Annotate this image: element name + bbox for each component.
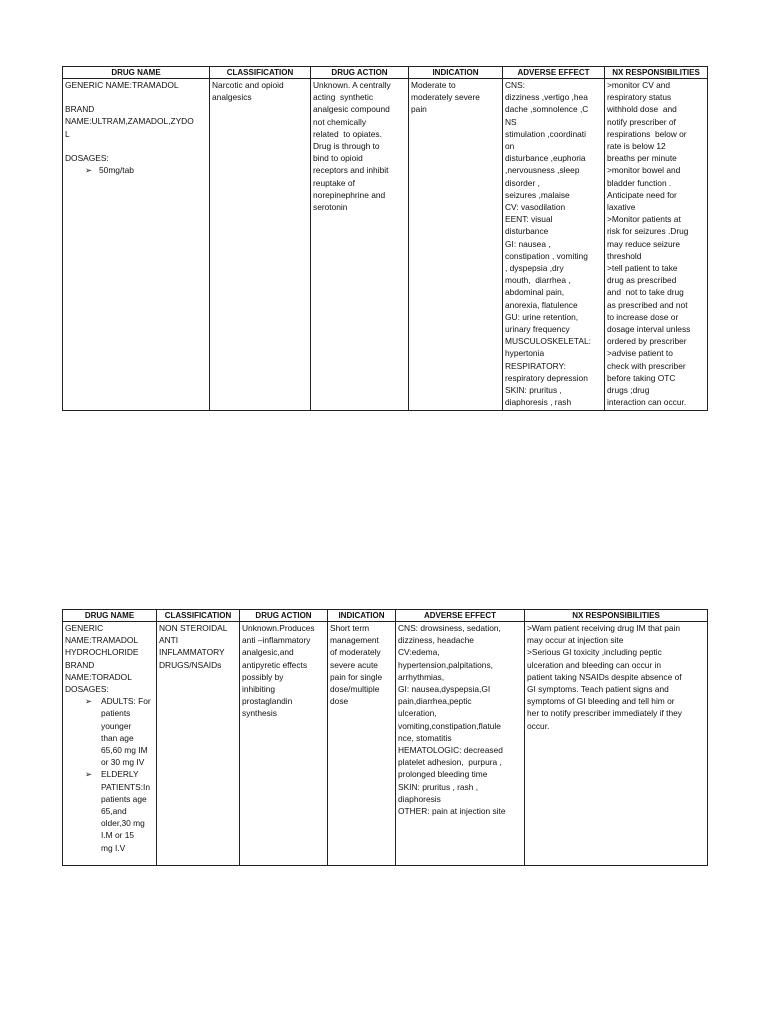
adverse-effect-line: abdominal pain,: [505, 287, 565, 298]
adverse-effect-line: , dyspepsia ,dry: [505, 263, 564, 274]
drug-action-line: possibly by: [242, 671, 284, 682]
nx-responsibility-line: her to notify prescriber immediately if they: [527, 708, 682, 719]
adverse-effect-line: on: [505, 141, 515, 152]
header-nx-responsibilities: NX RESPONSIBILITIES: [605, 67, 708, 79]
nx-responsibility-line: withhold dose and: [607, 104, 677, 115]
drug-action-line: analgesic compound: [313, 104, 390, 115]
dosage-bullet: [65, 768, 154, 853]
drug-table-tramadol: [62, 66, 708, 411]
adverse-effect-line: constipation , vomiting: [505, 250, 588, 261]
dosage-text: ELDERLY: [101, 769, 139, 780]
adverse-effect-line: CNS: drowsiness, sedation,: [398, 623, 501, 633]
adverse-effect-line: SKIN: pruritus , rash ,: [398, 781, 479, 792]
drug-action-line: antipyretic effects: [242, 659, 308, 670]
adverse-effect-line: GU: urine retention,: [505, 311, 579, 322]
adverse-effect-line: SKIN: pruritus ,: [505, 385, 562, 396]
nx-responsibility-line: bladder function .: [607, 177, 672, 188]
drug-name-line: DOSAGES:: [65, 152, 109, 163]
classification-line: analgesics: [212, 92, 252, 103]
nx-responsibility-line: symptoms of GI bleeding and tell him or: [527, 696, 675, 707]
arrow-bullet-icon: ➢: [85, 769, 93, 780]
nx-responsibility-line: risk for seizures .Drug: [607, 226, 689, 237]
adverse-effect-line: hypertonia: [505, 348, 545, 359]
cell-classification: [157, 622, 240, 866]
nx-responsibility-line: Anticipate need for: [607, 189, 677, 200]
drug-name-line: BRAND: [65, 104, 95, 115]
drug-action-line: acting synthetic: [313, 92, 374, 103]
header-adverse-effect: ADVERSE EFFECT: [503, 67, 605, 79]
cell-indication: [328, 622, 396, 866]
nx-responsibility-line: laxative: [607, 202, 636, 213]
adverse-effect-line: CV:edema,: [398, 647, 440, 658]
cell-drug-name: [63, 79, 210, 411]
drug-action-line: inhibiting: [242, 684, 276, 695]
cell-indication: [409, 79, 503, 411]
indication-line: pain: [411, 104, 427, 115]
adverse-effect-line: respiratory depression: [505, 372, 588, 383]
adverse-effect-line: ulceration,: [398, 708, 437, 719]
dosage-bullet: [65, 164, 207, 176]
indication-line: Moderate to: [411, 80, 456, 90]
drug-action-line: Unknown. A centrally: [313, 80, 391, 90]
arrow-bullet-icon: ➢: [85, 696, 93, 707]
drug-action-line: Unknown.Produces: [242, 623, 315, 633]
nx-responsibility-line: to increase dose or: [607, 311, 679, 322]
dosage-text: 65,60 mg IM: [101, 745, 148, 756]
classification-line: NON STEROIDAL: [159, 623, 228, 633]
nx-responsibility-line: occur.: [527, 720, 550, 731]
drug-action-line: bind to opioid: [313, 153, 363, 164]
drug-action-line: not chemically: [313, 116, 367, 127]
adverse-effect-line: OTHER: pain at injection site: [398, 806, 506, 817]
nx-responsibility-line: rate is below 12: [607, 141, 666, 152]
drug-action-line: norepinephrine and: [313, 189, 386, 200]
nx-responsibility-line: respirations below or: [607, 128, 687, 139]
adverse-effect-line: anorexia, flatulence: [505, 299, 578, 310]
indication-line: moderately severe: [411, 92, 480, 103]
cell-nx-responsibilities: [525, 622, 708, 866]
drug-action-line: receptors and inhibit: [313, 165, 389, 176]
drug-name-line: GENERIC NAME:TRAMADOL: [65, 80, 179, 90]
nx-responsibility-line: may reduce seizure: [607, 238, 681, 249]
drug-name-line: NAME:TORADOL: [65, 671, 132, 682]
nx-responsibility-line: breaths per minute: [607, 153, 677, 164]
nx-responsibility-line: threshold: [607, 250, 642, 261]
drug-action-line: Drug is through to: [313, 141, 380, 152]
nx-responsibility-line: may occur at injection site: [527, 635, 624, 646]
nx-responsibility-line: >Warn patient receiving drug IM that pain: [527, 623, 681, 633]
adverse-effect-line: pain,diarrhea,peptic: [398, 696, 472, 707]
adverse-effect-line: mouth, diarrhea ,: [505, 275, 571, 286]
cell-classification: [210, 79, 311, 411]
cell-drug-name: [63, 622, 157, 866]
nx-responsibility-line: respiratory status: [607, 92, 672, 103]
nx-responsibility-line: before taking OTC: [607, 372, 676, 383]
indication-line: dose: [330, 696, 349, 707]
nx-responsibility-line: ulceration and bleeding can occur in: [527, 659, 662, 670]
adverse-effect-line: GI: nausea,dyspepsia,GI: [398, 684, 491, 695]
adverse-effect-line: prolonged bleeding time: [398, 769, 488, 780]
classification-line: DRUGS/NSAIDs: [159, 659, 222, 670]
dosage-text: or 30 mg IV: [101, 757, 145, 768]
cell-adverse-effect: [396, 622, 525, 866]
drug-name-line: L: [65, 128, 70, 139]
dosage-text: patients: [101, 708, 131, 719]
nx-responsibility-line: >monitor CV and: [607, 80, 671, 90]
dosage-bullet: [65, 695, 154, 768]
drug-action-line: reuptake of: [313, 177, 355, 188]
adverse-effect-line: stimulation ,coordinati: [505, 128, 586, 139]
classification-line: Narcotic and opioid: [212, 80, 284, 90]
cell-adverse-effect: [503, 79, 605, 411]
nx-responsibility-line: >advise patient to: [607, 348, 673, 359]
dosage-text: 50mg/tab: [99, 165, 134, 176]
nx-responsibility-line: and not to take drug: [607, 287, 684, 298]
drug-action-line: synthesis: [242, 708, 277, 719]
drug-name-line: BRAND: [65, 659, 95, 670]
adverse-effect-line: platelet adhesion, purpura ,: [398, 757, 502, 768]
nx-responsibility-line: notify prescriber of: [607, 116, 676, 127]
drug-action-line: serotonin: [313, 202, 348, 213]
cell-drug-action: [311, 79, 409, 411]
adverse-effect-line: diaphoresis: [398, 793, 441, 804]
dosage-text: younger: [101, 720, 132, 731]
nx-responsibility-line: >monitor bowel and: [607, 165, 681, 176]
header-drug-action: DRUG ACTION: [240, 610, 328, 622]
dosage-text: I.M or 15: [101, 830, 135, 841]
nx-responsibility-line: >Monitor patients at: [607, 214, 681, 225]
adverse-effect-line: seizures ,malaise: [505, 189, 570, 200]
adverse-effect-line: EENT: visual: [505, 214, 553, 225]
drug-name-line: DOSAGES:: [65, 684, 109, 695]
adverse-effect-line: CNS:: [505, 80, 526, 90]
adverse-effect-line: HEMATOLOGIC: decreased: [398, 745, 503, 756]
table-row: [63, 79, 708, 411]
adverse-effect-line: dizziness, headache: [398, 635, 474, 646]
nx-responsibility-line: check with prescriber: [607, 360, 686, 371]
nx-responsibility-line: >tell patient to take: [607, 263, 678, 274]
header-adverse-effect: ADVERSE EFFECT: [396, 610, 525, 622]
adverse-effect-line: urinary frequency: [505, 324, 570, 335]
header-drug-name: DRUG NAME: [63, 610, 157, 622]
indication-line: Short term: [330, 623, 370, 633]
adverse-effect-line: RESPIRATORY:: [505, 360, 566, 371]
nx-responsibility-line: drug as prescribed: [607, 275, 677, 286]
drug-action-line: anti –inflammatory: [242, 635, 311, 646]
dosage-text: mg I.V: [101, 842, 126, 853]
nx-responsibility-line: interaction can occur.: [607, 397, 687, 408]
drug-action-line: analgesic,and: [242, 647, 294, 658]
adverse-effect-line: disorder ,: [505, 177, 540, 188]
header-indication: INDICATION: [409, 67, 503, 79]
adverse-effect-line: GI: nausea ,: [505, 238, 551, 249]
header-classification: CLASSIFICATION: [157, 610, 240, 622]
adverse-effect-line: dache ,somnolence ,C: [505, 104, 589, 115]
adverse-effect-line: MUSCULOSKELETAL:: [505, 336, 591, 347]
dosage-text: 65,and: [101, 806, 127, 817]
arrow-bullet-icon: ➢: [85, 165, 93, 176]
nx-responsibility-line: ordered by prescriber: [607, 336, 687, 347]
nx-responsibility-line: GI symptoms. Teach patient signs and: [527, 684, 669, 695]
indication-line: of moderately: [330, 647, 381, 658]
adverse-effect-line: ,nervousness ,sleep: [505, 165, 580, 176]
adverse-effect-line: disturbance ,euphoria: [505, 153, 586, 164]
dosage-text: patients age: [101, 793, 147, 804]
dosage-text: ADULTS: For: [101, 696, 151, 707]
header-nx-responsibilities: NX RESPONSIBILITIES: [525, 610, 708, 622]
drug-name-line: NAME:ULTRAM,ZAMADOL,ZYDO: [65, 116, 194, 127]
adverse-effect-line: diaphoresis , rash: [505, 397, 572, 408]
adverse-effect-line: CV: vasodilation: [505, 202, 566, 213]
drug-name-line: GENERIC: [65, 623, 104, 633]
table-header-row: [63, 610, 708, 622]
nx-responsibility-line: >Serious GI toxicity ,including peptic: [527, 647, 662, 658]
indication-line: management: [330, 635, 379, 646]
table-header-row: [63, 67, 708, 79]
drug-table-toradol: [62, 609, 708, 866]
adverse-effect-line: arrhythmias,: [398, 671, 445, 682]
drug-action-line: prostaglandin: [242, 696, 293, 707]
classification-line: INFLAMMATORY: [159, 647, 225, 658]
dosage-text: PATIENTS:In: [101, 781, 151, 792]
adverse-effect-line: nce, stomatitis: [398, 732, 452, 743]
indication-line: severe acute: [330, 659, 378, 670]
nx-responsibility-line: as prescribed and not: [607, 299, 688, 310]
indication-line: pain for single: [330, 671, 383, 682]
drug-action-line: related to opiates.: [313, 128, 382, 139]
drug-name-line: NAME:TRAMADOL: [65, 635, 139, 646]
nx-responsibility-line: dosage interval unless: [607, 324, 691, 335]
classification-line: ANTI: [159, 635, 179, 646]
drug-name-line: HYDROCHLORIDE: [65, 647, 139, 658]
adverse-effect-line: dizziness ,vertigo ,hea: [505, 92, 588, 103]
indication-line: dose/multiple: [330, 684, 380, 695]
header-classification: CLASSIFICATION: [210, 67, 311, 79]
dosage-text: older,30 mg: [101, 818, 145, 829]
header-indication: INDICATION: [328, 610, 396, 622]
adverse-effect-line: vomiting,constipation,flatule: [398, 720, 501, 731]
dosage-text: than age: [101, 732, 134, 743]
nx-responsibility-line: drugs ;drug: [607, 385, 650, 396]
cell-drug-action: [240, 622, 328, 866]
adverse-effect-line: disturbance: [505, 226, 549, 237]
header-drug-name: DRUG NAME: [63, 67, 210, 79]
table-row: [63, 622, 708, 866]
adverse-effect-line: NS: [505, 116, 517, 127]
adverse-effect-line: hypertension,palpitations,: [398, 659, 493, 670]
nx-responsibility-line: patient taking NSAIDs despite absence of: [527, 671, 682, 682]
header-drug-action: DRUG ACTION: [311, 67, 409, 79]
cell-nx-responsibilities: [605, 79, 708, 411]
